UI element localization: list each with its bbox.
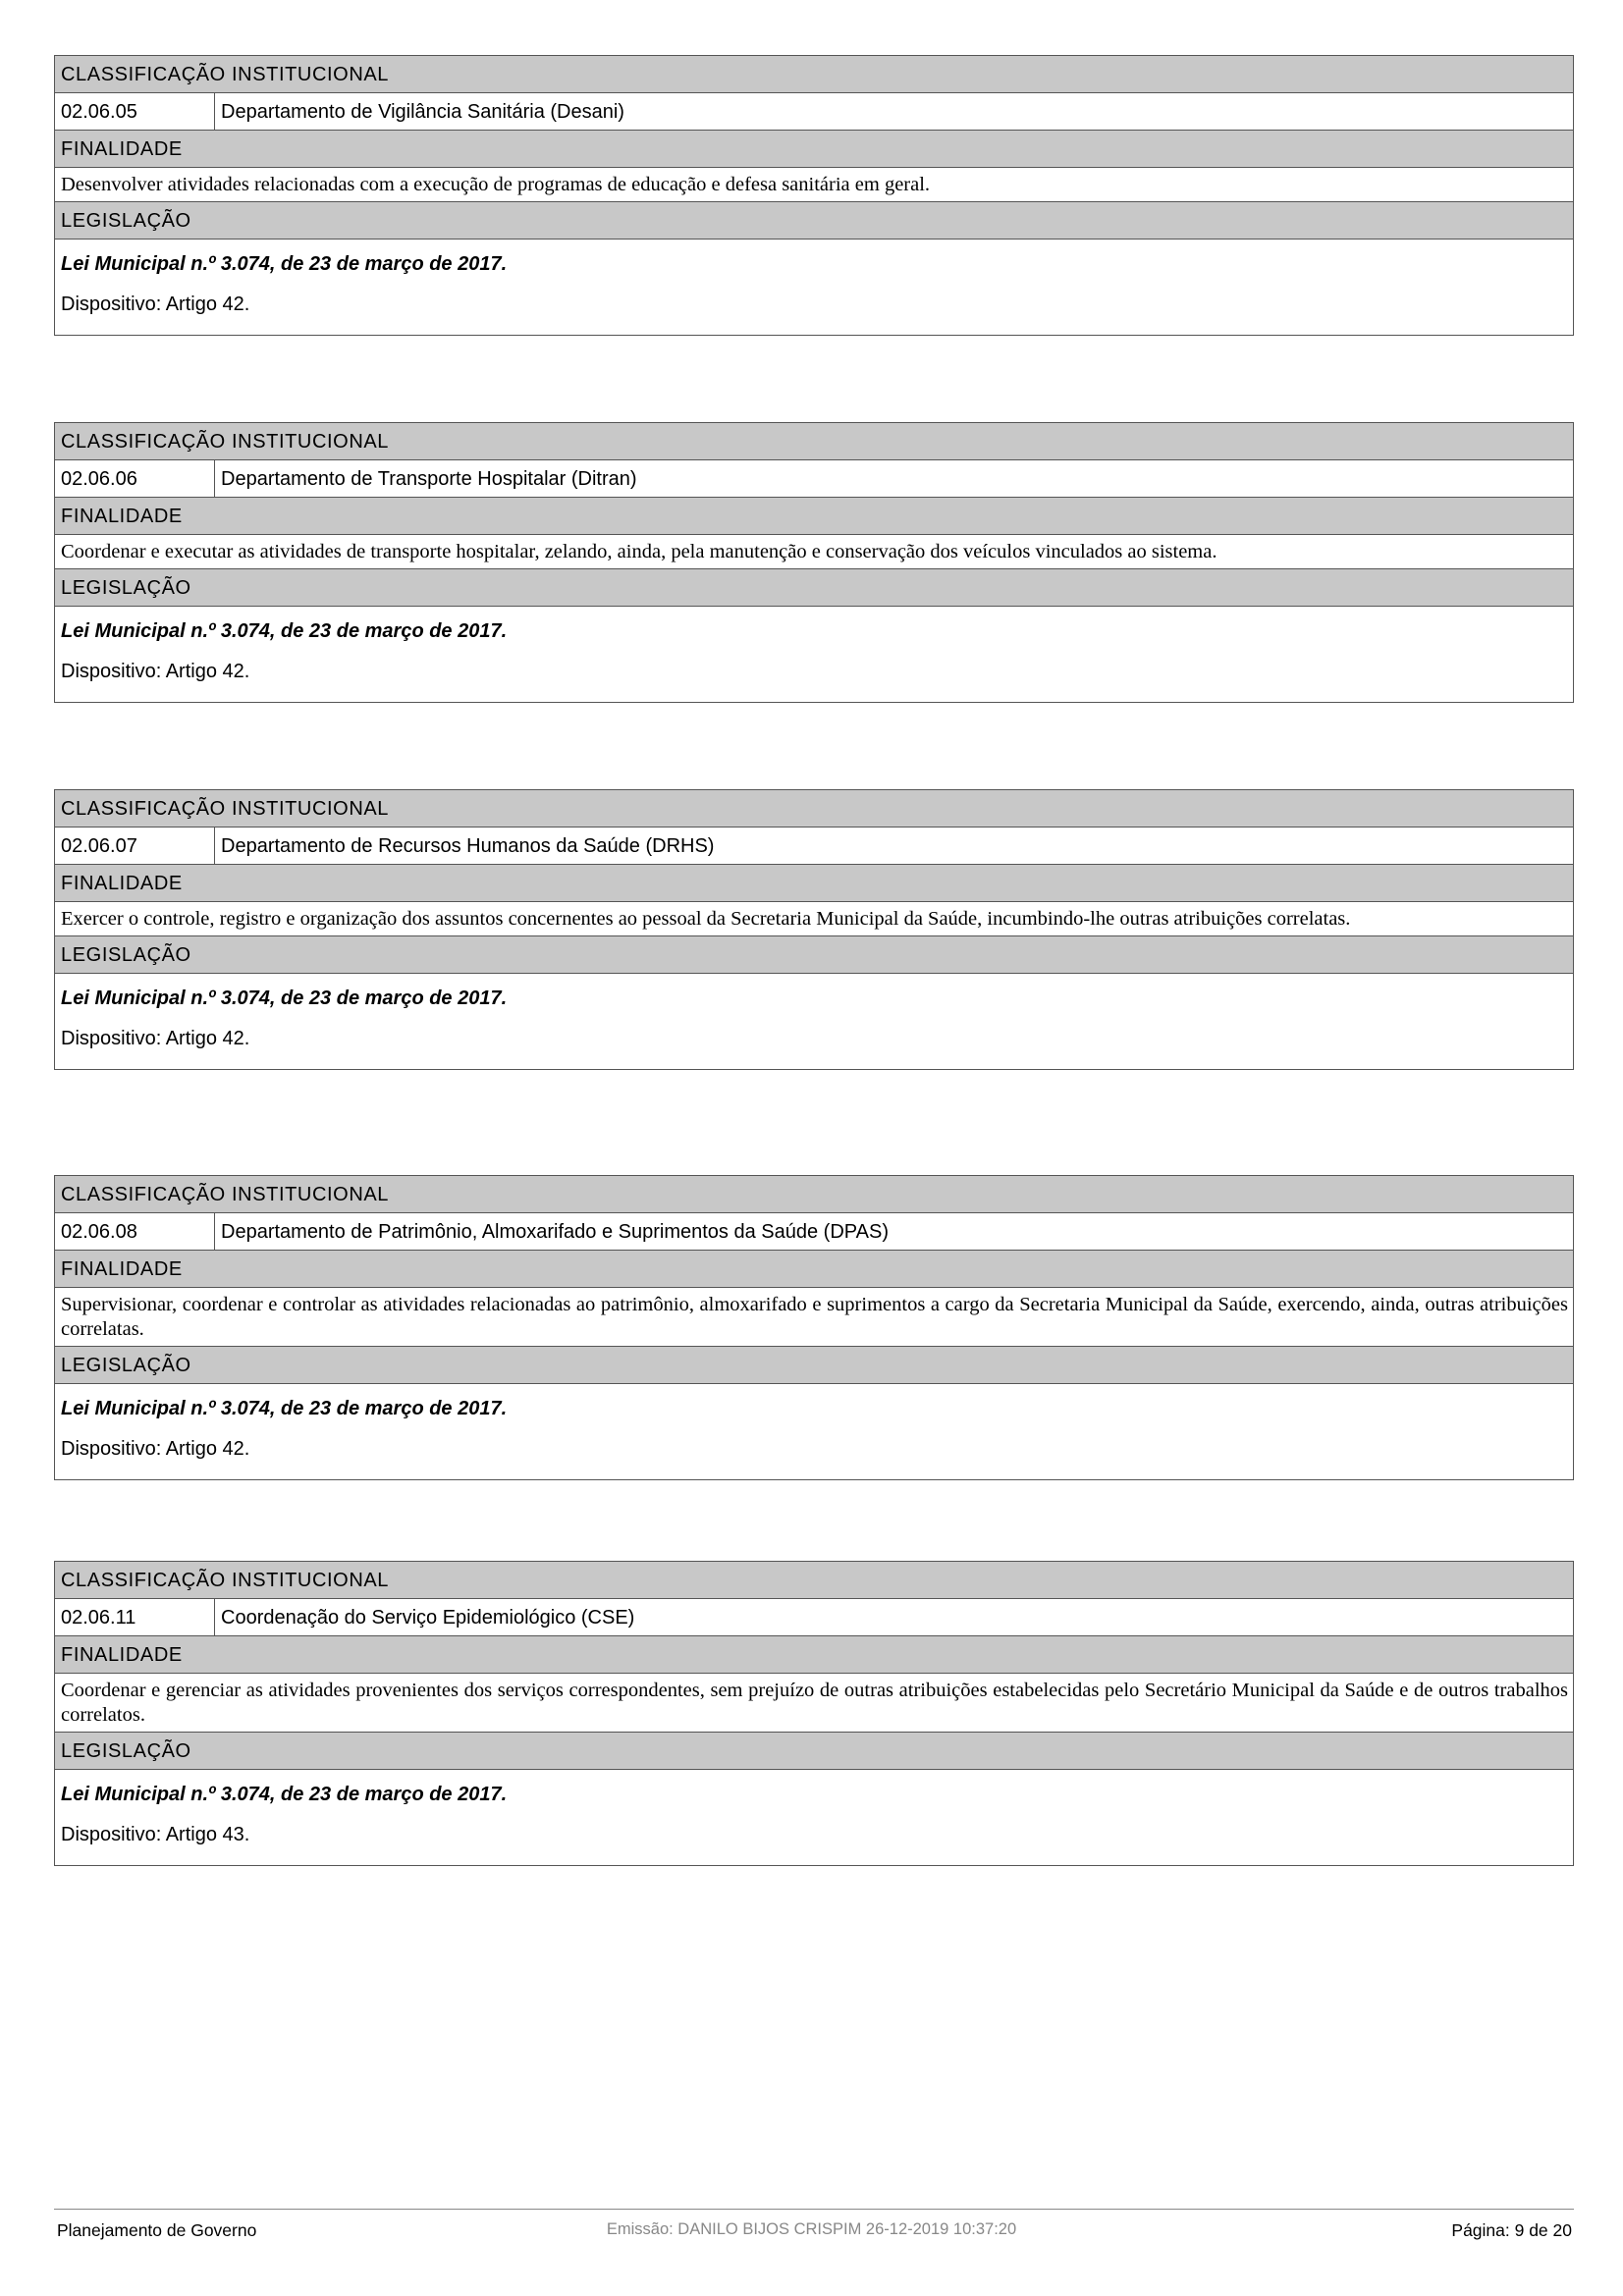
footer-emission: Emissão: DANILO BIJOS CRISPIM 26-12-2019 10:37:20 (606, 2220, 1017, 2238)
dispositivo: Dispositivo: Artigo 42. (61, 294, 250, 315)
legislacao-header: LEGISLAÇÃO (55, 202, 1573, 240)
law-reference: Lei Municipal n.º 3.074, de 23 de março de 2017. (61, 1784, 508, 1805)
record-block (54, 1175, 1574, 1480)
classificacao-header: CLASSIFICAÇÃO INSTITUCIONAL (55, 790, 1573, 828)
legislacao-header: LEGISLAÇÃO (55, 1733, 1573, 1770)
classification-row (55, 460, 1573, 498)
classification-row (55, 1213, 1573, 1251)
classificacao-header: CLASSIFICAÇÃO INSTITUCIONAL (55, 423, 1573, 460)
dispositivo: Dispositivo: Artigo 42. (61, 1028, 250, 1049)
law-reference: Lei Municipal n.º 3.074, de 23 de março de 2017. (61, 253, 508, 275)
dispositivo: Dispositivo: Artigo 42. (61, 661, 250, 682)
classification-row (55, 93, 1573, 131)
department-name: Departamento de Recursos Humanos da Saúde (DRHS) (221, 835, 715, 857)
finalidade-text: Supervisionar, coordenar e controlar as atividades relacionadas ao patrimônio, almoxarifado e suprimentos a cargo da Secretaria Municipal da Saúde, exercendo, ainda, outras atribuições correlatas. (55, 1288, 1573, 1347)
department-name: Departamento de Transporte Hospitalar (Ditran) (221, 468, 637, 490)
dispositivo: Dispositivo: Artigo 42. (61, 1438, 250, 1460)
classificacao-header: CLASSIFICAÇÃO INSTITUCIONAL (55, 1562, 1573, 1599)
legislacao-header: LEGISLAÇÃO (55, 936, 1573, 974)
record-block (54, 422, 1574, 703)
footer-org: Planejamento de Governo (57, 2220, 257, 2240)
classification-code: 02.06.06 (55, 460, 215, 497)
finalidade-text: Coordenar e gerenciar as atividades provenientes dos serviços correspondentes, sem prejuízo de outras atribuições estabelecidas pelo Secretário Municipal da Saúde e de outros trabalhos correlatos. (55, 1674, 1573, 1733)
finalidade-text: Exercer o controle, registro e organização dos assuntos concernentes ao pessoal da Secretaria Municipal da Saúde, incumbindo-lhe outras atribuições correlatas. (55, 902, 1573, 936)
classification-code: 02.06.07 (55, 828, 215, 864)
footer-divider (54, 2209, 1574, 2210)
department-name: Departamento de Patrimônio, Almoxarifado e Suprimentos da Saúde (DPAS) (221, 1221, 889, 1243)
classification-code: 02.06.05 (55, 93, 215, 130)
legislacao-header: LEGISLAÇÃO (55, 569, 1573, 607)
department-name: Departamento de Vigilância Sanitária (Desani) (221, 101, 624, 123)
classificacao-header: CLASSIFICAÇÃO INSTITUCIONAL (55, 1176, 1573, 1213)
classification-row (55, 828, 1573, 865)
classification-code: 02.06.08 (55, 1213, 215, 1250)
law-reference: Lei Municipal n.º 3.074, de 23 de março de 2017. (61, 620, 508, 642)
legislacao-header: LEGISLAÇÃO (55, 1347, 1573, 1384)
law-reference: Lei Municipal n.º 3.074, de 23 de março de 2017. (61, 1398, 508, 1419)
finalidade-text: Desenvolver atividades relacionadas com a execução de programas de educação e defesa sanitária em geral. (55, 168, 1573, 202)
record-block (54, 1561, 1574, 1866)
finalidade-header: FINALIDADE (55, 1636, 1573, 1674)
finalidade-header: FINALIDADE (55, 1251, 1573, 1288)
record-block (54, 789, 1574, 1070)
finalidade-header: FINALIDADE (55, 865, 1573, 902)
finalidade-text: Coordenar e executar as atividades de transporte hospitalar, zelando, ainda, pela manutenção e conservação dos veículos vinculados ao sistema. (55, 535, 1573, 569)
record-block (54, 55, 1574, 336)
department-name: Coordenação do Serviço Epidemiológico (CSE) (221, 1607, 635, 1629)
dispositivo: Dispositivo: Artigo 43. (61, 1824, 250, 1845)
classificacao-header: CLASSIFICAÇÃO INSTITUCIONAL (55, 56, 1573, 93)
footer-page-number: Página: 9 de 20 (1451, 2220, 1572, 2240)
law-reference: Lei Municipal n.º 3.074, de 23 de março de 2017. (61, 988, 508, 1009)
finalidade-header: FINALIDADE (55, 498, 1573, 535)
finalidade-header: FINALIDADE (55, 131, 1573, 168)
classification-row (55, 1599, 1573, 1636)
classification-code: 02.06.11 (55, 1599, 215, 1635)
